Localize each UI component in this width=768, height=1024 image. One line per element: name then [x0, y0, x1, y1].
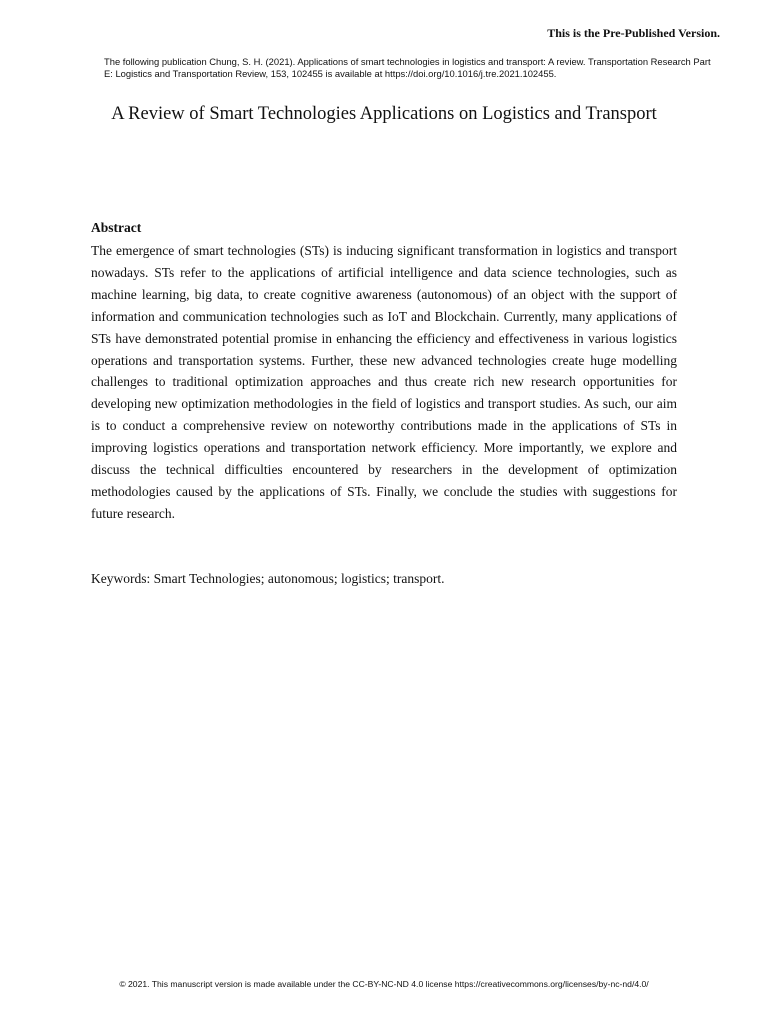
abstract-body: The emergence of smart technologies (STs) is inducing significant transformation in logistics and transport nowadays. STs refer to the applications of artificial intelligence and data science technologies, such as machine learning, big data, to create cognitive awareness (autonomous) of an object with the support of information and communication technologies such as IoT and Blockchain. Currently, many applications of STs have demonstrated potential promise in enhancing the efficiency and effectiveness in various logistics operations and transportation systems. Further, these new advanced technologies create huge modelling challenges to traditional optimization approaches and thus create rich new research opportunities for developing new optimization methodologies in the field of logistics and transport studies. As such, our aim is to conduct a comprehensive review on noteworthy contributions made in the applications of STs in improving logistics operations and transportation network efficiency. More importantly, we explore and discuss the technical difficulties encountered by researchers in the development of optimization methodologies caused by the applications of STs. Finally, we conclude the studies with suggestions for future research.	[91, 243, 677, 521]
citation-note: The following publication Chung, S. H. (2021). Applications of smart technologies in logistics and transport: A review. Transportation Research Part E: Logistics and Transportation Review, 153, 102455 is available at https://doi.org/10.1016/j.tre.2021.102455.	[104, 56, 711, 79]
abstract-heading: Abstract	[91, 220, 142, 235]
license-footer: © 2021. This manuscript version is made available under the CC-BY-NC-ND 4.0 license https://creativecommons.org/licenses/by-nc-nd/4.0/	[119, 979, 649, 989]
paper-title: A Review of Smart Technologies Applications on Logistics and Transport	[111, 104, 657, 124]
pre-published-note: This is the Pre-Published Version.	[547, 26, 720, 40]
keywords-line: Keywords: Smart Technologies; autonomous; logistics; transport.	[91, 571, 445, 586]
